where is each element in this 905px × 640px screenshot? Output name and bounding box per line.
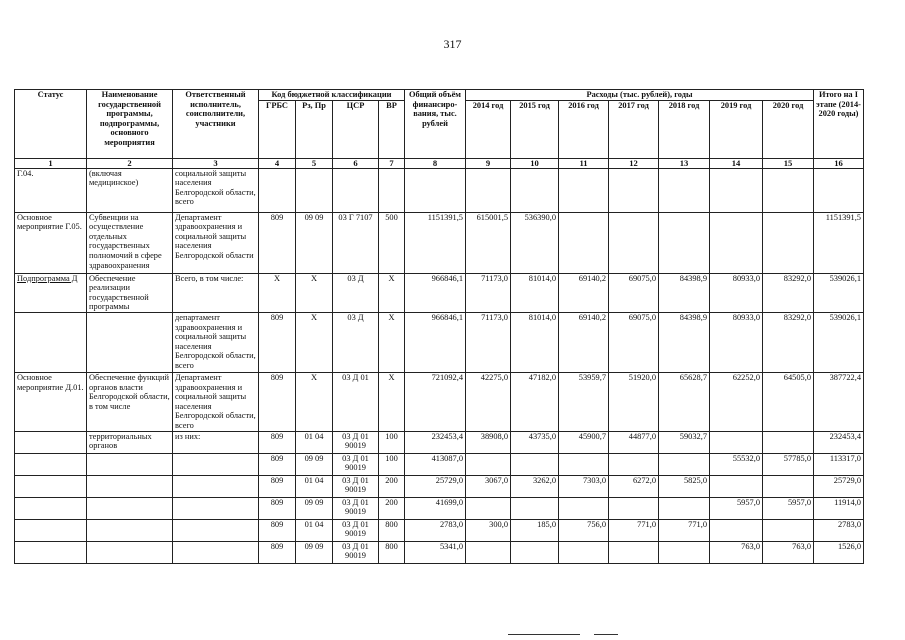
cell-csr: 03 Д 01 90019 [333, 541, 379, 563]
cell-grbs: 809 [259, 541, 296, 563]
cell-grbs: 809 [259, 212, 296, 273]
cell-2020 [763, 212, 814, 273]
cell-vr [379, 168, 405, 212]
cell-status [15, 519, 87, 541]
table-row [15, 431, 864, 453]
cell-name: (включая медицинское) [87, 168, 173, 212]
cell-2014: 300,0 [466, 519, 511, 541]
cell-status [15, 312, 87, 372]
cell-2015: 81014,0 [511, 273, 559, 312]
column-number: 1 [15, 158, 87, 168]
cell-status [15, 497, 87, 519]
cell-executor [173, 453, 259, 475]
footer-rule [508, 634, 580, 635]
cell-total: 41699,0 [405, 497, 466, 519]
cell-status [15, 541, 87, 563]
column-number: 6 [333, 158, 379, 168]
cell-name: территориальных органов [87, 431, 173, 453]
cell-grbs: 809 [259, 497, 296, 519]
cell-2018: 59032,7 [659, 431, 710, 453]
cell-grbs [259, 168, 296, 212]
cell-2014 [466, 168, 511, 212]
column-number: 8 [405, 158, 466, 168]
cell-rzpr [296, 168, 333, 212]
table-row [15, 519, 864, 541]
cell-name [87, 475, 173, 497]
header-year: 2017 год [609, 100, 659, 158]
cell-grbs: 809 [259, 312, 296, 372]
column-number: 4 [259, 158, 296, 168]
column-number: 7 [379, 158, 405, 168]
cell-rzpr: 01 04 [296, 519, 333, 541]
cell-name: Обеспечение функций органов власти Белгородской области, в том числе [87, 372, 173, 431]
cell-stage-total: 2783,0 [814, 519, 864, 541]
cell-2018: 771,0 [659, 519, 710, 541]
cell-total: 1151391,5 [405, 212, 466, 273]
cell-2015: 47182,0 [511, 372, 559, 431]
cell-grbs: 809 [259, 453, 296, 475]
header-grbs: ГРБС [259, 100, 296, 158]
cell-2019: 62252,0 [710, 372, 763, 431]
cell-2019: 763,0 [710, 541, 763, 563]
cell-csr: 03 Д 01 90019 [333, 519, 379, 541]
header-expenses: Расходы (тыс. рублей), годы [466, 90, 814, 101]
cell-csr: 03 Д 01 90019 [333, 475, 379, 497]
cell-2018: 5825,0 [659, 475, 710, 497]
cell-2017: 771,0 [609, 519, 659, 541]
cell-stage-total: 1151391,5 [814, 212, 864, 273]
cell-2020: 83292,0 [763, 312, 814, 372]
cell-rzpr: 09 09 [296, 497, 333, 519]
cell-csr: 03 Д [333, 312, 379, 372]
header-year: 2016 год [559, 100, 609, 158]
column-number: 5 [296, 158, 333, 168]
table-row [15, 453, 864, 475]
cell-total: 721092,4 [405, 372, 466, 431]
cell-status: Подпрограмма Д [15, 273, 87, 312]
cell-2015: 81014,0 [511, 312, 559, 372]
cell-2019 [710, 168, 763, 212]
cell-2019: 55532,0 [710, 453, 763, 475]
cell-2020 [763, 431, 814, 453]
cell-2018 [659, 453, 710, 475]
cell-2018: 65628,7 [659, 372, 710, 431]
cell-executor [173, 541, 259, 563]
cell-2015: 3262,0 [511, 475, 559, 497]
header-year: 2015 год [511, 100, 559, 158]
cell-2014: 3067,0 [466, 475, 511, 497]
cell-executor: Всего, в том числе: [173, 273, 259, 312]
cell-2019: 80933,0 [710, 273, 763, 312]
cell-stage-total: 11914,0 [814, 497, 864, 519]
header-year: 2020 год [763, 100, 814, 158]
cell-2015: 185,0 [511, 519, 559, 541]
cell-2017 [609, 453, 659, 475]
header-executor: Ответственный исполнитель, соисполнители, участники [173, 90, 259, 159]
cell-2020: 64505,0 [763, 372, 814, 431]
cell-2014: 71173,0 [466, 273, 511, 312]
cell-rzpr: 01 04 [296, 475, 333, 497]
cell-vr: 800 [379, 541, 405, 563]
header-csr: ЦСР [333, 100, 379, 158]
table-body [15, 168, 864, 563]
cell-status: Основное мероприятие Д.01. [15, 372, 87, 431]
cell-2018: 84398,9 [659, 273, 710, 312]
cell-executor: Департамент здравоохранения и социальной защиты населения Белгородской области [173, 212, 259, 273]
cell-2016 [559, 453, 609, 475]
cell-2017 [609, 497, 659, 519]
cell-total: 25729,0 [405, 475, 466, 497]
cell-stage-total: 539026,1 [814, 312, 864, 372]
cell-2017: 51920,0 [609, 372, 659, 431]
cell-total: 5341,0 [405, 541, 466, 563]
column-number: 10 [511, 158, 559, 168]
cell-2017: 44877,0 [609, 431, 659, 453]
cell-2019 [710, 212, 763, 273]
column-number: 2 [87, 158, 173, 168]
header-total: Общий объём финансиро-вания, тыс. рублей [405, 90, 466, 159]
cell-rzpr: 01 04 [296, 431, 333, 453]
cell-2015: 536390,0 [511, 212, 559, 273]
cell-2017 [609, 168, 659, 212]
cell-2014: 42275,0 [466, 372, 511, 431]
cell-status: Основное мероприятие Г.05. [15, 212, 87, 273]
cell-name [87, 312, 173, 372]
cell-vr: 500 [379, 212, 405, 273]
header-vr: ВР [379, 100, 405, 158]
cell-2019 [710, 475, 763, 497]
cell-2017: 69075,0 [609, 273, 659, 312]
cell-vr: 200 [379, 475, 405, 497]
cell-2014: 38908,0 [466, 431, 511, 453]
cell-total: 232453,4 [405, 431, 466, 453]
cell-2020: 57785,0 [763, 453, 814, 475]
table-row [15, 475, 864, 497]
cell-2016 [559, 168, 609, 212]
cell-2017: 6272,0 [609, 475, 659, 497]
cell-2016 [559, 212, 609, 273]
cell-2019 [710, 431, 763, 453]
cell-grbs: 809 [259, 475, 296, 497]
cell-2020: 83292,0 [763, 273, 814, 312]
cell-status [15, 453, 87, 475]
cell-2015 [511, 541, 559, 563]
cell-csr: 03 Д 01 90019 [333, 453, 379, 475]
cell-grbs: 809 [259, 431, 296, 453]
cell-stage-total: 113317,0 [814, 453, 864, 475]
cell-name: Субвенции на осуществление отдельных государственных полномочий в сфере здравоохранения [87, 212, 173, 273]
cell-status [15, 475, 87, 497]
cell-name [87, 497, 173, 519]
footer-rule [594, 634, 618, 635]
cell-2020 [763, 168, 814, 212]
cell-total: 966846,1 [405, 273, 466, 312]
table-row [15, 372, 864, 431]
cell-2015 [511, 168, 559, 212]
column-number: 15 [763, 158, 814, 168]
header-year: 2019 год [710, 100, 763, 158]
cell-vr: 100 [379, 431, 405, 453]
cell-2018 [659, 212, 710, 273]
cell-stage-total: 1526,0 [814, 541, 864, 563]
cell-2014 [466, 453, 511, 475]
cell-executor: социальной защиты населения Белгородской области, всего [173, 168, 259, 212]
cell-csr: 03 Г 7107 [333, 212, 379, 273]
column-number: 9 [466, 158, 511, 168]
cell-status: Г.04. [15, 168, 87, 212]
cell-2020 [763, 519, 814, 541]
cell-rzpr: X [296, 273, 333, 312]
cell-grbs: 809 [259, 372, 296, 431]
cell-2016: 45900,7 [559, 431, 609, 453]
table-row [15, 273, 864, 312]
cell-2018 [659, 541, 710, 563]
header-status: Статус [15, 90, 87, 159]
column-number: 11 [559, 158, 609, 168]
cell-name [87, 541, 173, 563]
cell-grbs: X [259, 273, 296, 312]
cell-2018 [659, 168, 710, 212]
cell-rzpr: X [296, 372, 333, 431]
table-row [15, 497, 864, 519]
cell-rzpr: 09 09 [296, 541, 333, 563]
cell-csr [333, 168, 379, 212]
cell-2019: 80933,0 [710, 312, 763, 372]
cell-2017: 69075,0 [609, 312, 659, 372]
cell-2015: 43735,0 [511, 431, 559, 453]
cell-csr: 03 Д [333, 273, 379, 312]
cell-vr: X [379, 273, 405, 312]
cell-2018 [659, 497, 710, 519]
cell-2015 [511, 453, 559, 475]
column-number: 14 [710, 158, 763, 168]
cell-2016 [559, 541, 609, 563]
header-stage-total: Итого на I этапе (2014-2020 годы) [814, 90, 864, 159]
cell-total: 2783,0 [405, 519, 466, 541]
cell-stage-total: 387722,4 [814, 372, 864, 431]
cell-2016: 756,0 [559, 519, 609, 541]
cell-2019: 5957,0 [710, 497, 763, 519]
cell-rzpr: X [296, 312, 333, 372]
header-year: 2018 год [659, 100, 710, 158]
cell-2016: 69140,2 [559, 312, 609, 372]
cell-vr: X [379, 312, 405, 372]
cell-2014: 615001,5 [466, 212, 511, 273]
cell-2018: 84398,9 [659, 312, 710, 372]
cell-rzpr: 09 09 [296, 212, 333, 273]
cell-2014 [466, 541, 511, 563]
cell-executor [173, 497, 259, 519]
header-name: Наименование государственной программы, подпрограммы, основного мероприятия [87, 90, 173, 159]
cell-csr: 03 Д 01 [333, 372, 379, 431]
table-row [15, 212, 864, 273]
cell-name [87, 453, 173, 475]
cell-vr: 800 [379, 519, 405, 541]
table-row [15, 168, 864, 212]
cell-csr: 03 Д 01 90019 [333, 431, 379, 453]
cell-vr: 100 [379, 453, 405, 475]
column-number: 13 [659, 158, 710, 168]
header-rzpr: Рз, Пр [296, 100, 333, 158]
cell-executor: Департамент здравоохранения и социальной защиты населения Белгородской области, всего [173, 372, 259, 431]
cell-status [15, 431, 87, 453]
column-number: 3 [173, 158, 259, 168]
cell-stage-total [814, 168, 864, 212]
cell-2016: 7303,0 [559, 475, 609, 497]
cell-2019 [710, 519, 763, 541]
table-row [15, 312, 864, 372]
cell-csr: 03 Д 01 90019 [333, 497, 379, 519]
cell-total: 413087,0 [405, 453, 466, 475]
cell-2017 [609, 212, 659, 273]
cell-2017 [609, 541, 659, 563]
cell-2020: 5957,0 [763, 497, 814, 519]
column-number: 12 [609, 158, 659, 168]
cell-2014: 71173,0 [466, 312, 511, 372]
cell-executor: департамент здравоохранения и социальной защиты населения Белгородской области, всего [173, 312, 259, 372]
cell-total: 966846,1 [405, 312, 466, 372]
cell-stage-total: 25729,0 [814, 475, 864, 497]
table-row [15, 541, 864, 563]
header-year: 2014 год [466, 100, 511, 158]
cell-executor: из них: [173, 431, 259, 453]
cell-vr: 200 [379, 497, 405, 519]
cell-executor [173, 475, 259, 497]
cell-total [405, 168, 466, 212]
header-budget-code: Код бюджетной классификации [259, 90, 405, 101]
cell-rzpr: 09 09 [296, 453, 333, 475]
cell-2015 [511, 497, 559, 519]
cell-executor [173, 519, 259, 541]
budget-table [14, 89, 864, 564]
cell-2014 [466, 497, 511, 519]
cell-stage-total: 539026,1 [814, 273, 864, 312]
cell-2016 [559, 497, 609, 519]
cell-2016: 53959,7 [559, 372, 609, 431]
page-number: 317 [443, 37, 462, 51]
cell-stage-total: 232453,4 [814, 431, 864, 453]
cell-grbs: 809 [259, 519, 296, 541]
cell-2020: 763,0 [763, 541, 814, 563]
cell-2016: 69140,2 [559, 273, 609, 312]
cell-2020 [763, 475, 814, 497]
column-number: 16 [814, 158, 864, 168]
column-number-row [15, 158, 864, 168]
cell-vr: X [379, 372, 405, 431]
cell-name: Обеспечение реализации государственной программы [87, 273, 173, 312]
cell-name [87, 519, 173, 541]
